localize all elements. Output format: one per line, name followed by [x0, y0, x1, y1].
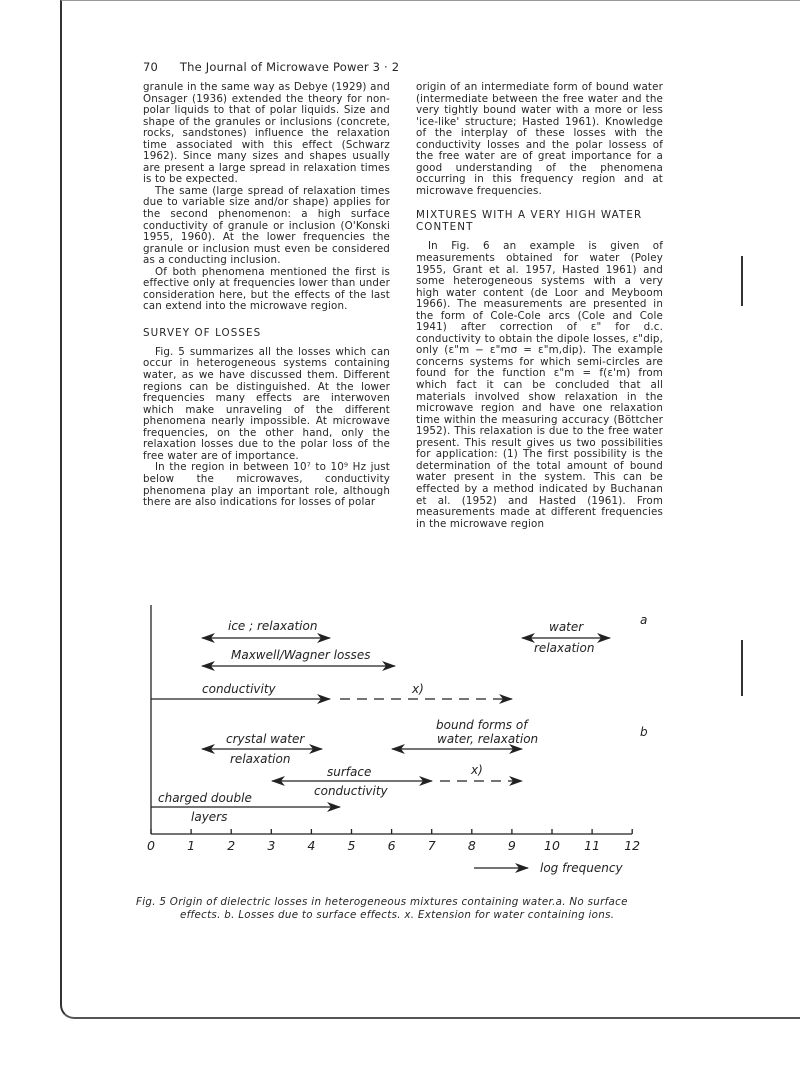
left-column [143, 82, 390, 509]
paragraph: Fig. 5 summarizes all the losses which can occur in heterogeneous systems containing water, as we have discussed them. Different regions can be distinguished. At the lower frequencies many effects are interwoven which make unraveling of the different phenomena nearly impossible. At microwave frequencies, on the other hand, only the relaxation losses due to the polar loss of the free water are of importance. [143, 345, 390, 462]
bound-forms-label: bound forms of [436, 718, 528, 732]
paragraph: In Fig. 6 an example is given of measurements obtained for water (Poley 1955, Grant et al. 1957, Hasted 1961) and some heterogeneous systems with a very high water content (de Loor and Meyboom 1966). The measurements are presented in the form of Cole-Cole arcs (Cole and Cole 1941) after correction of ε" for d.c. conductivity to obtain the dipole losses, ε"dip, only (ε"m − ε"mσ = ε"m,dip). The example concerns systems for which semi-circles are found for the function ε"m = f(ε'm) from which fact it can be concluded that all materials involved show relaxation in the microwave region and have one relaxation time within the measuring accuracy (Böttcher 1952). This relaxation is due to the free water present. This result gives us two possibilities for application: (1) The first possibility is the determination of the total amount of bound water present in the system. This can be effected by a method indicated by Buchanan et al. (1952) and Hasted (1961). From measurements made at different frequencies in the microwave region [416, 240, 663, 530]
maxwell-wagner-label: Maxwell/Wagner losses [231, 648, 371, 662]
water-label: water [549, 620, 584, 634]
surface-label: surface [327, 765, 372, 779]
axis-tick-label: 9 [507, 838, 516, 853]
figure-5 [140, 600, 670, 890]
figure-caption [136, 896, 670, 922]
axis-tick-label: 0 [147, 838, 155, 853]
axis-tick-labels [147, 838, 640, 853]
bound-water-relaxation-label: water, relaxation [437, 732, 539, 746]
running-header [143, 60, 663, 74]
paragraph: The same (large spread of relaxation times due to variable size and/or shape) applies for the second phenomenon: a high surface conductivity of granule or inclusion (O'Konski 1955, 1960). At the lower frequencies the granule or inclusion must even be considered as a conducting inclusion. [143, 184, 390, 267]
panel-a-label: a [640, 613, 648, 627]
conductivity-label: conductivity [202, 682, 276, 696]
axis-tick-label: 10 [544, 838, 560, 853]
layers-label: layers [191, 810, 228, 824]
paragraph: granule in the same way as Debye (1929) and Onsager (1936) extended the theory for non-polar liquids to that of polar liquids. Size and shape of the granules or inclusions (concrete, rocks, sandstones) influence the relaxation time associated with this effect (Schwarz 1962). Since many sizes and shapes usually are present a large spread in relaxation times is to be expected. [143, 81, 390, 186]
axis-tick-label: 2 [227, 838, 236, 853]
charged-double-label: charged double [158, 791, 252, 805]
section-heading: MIXTURES WITH A VERY HIGH WATER CONTENT [416, 209, 643, 234]
axis-tick-label: 1 [187, 838, 196, 853]
extension-mark: x) [471, 763, 483, 777]
axis-tick-label: 5 [347, 838, 356, 853]
axis-tick-label: 4 [307, 838, 316, 853]
caption-line-1: Fig. 5 Origin of dielectric losses in heterogeneous mixtures containing water.a. No surface [136, 896, 628, 908]
caption-line-2: effects. b. Losses due to surface effects. x. Extension for water containing ions. [180, 909, 615, 921]
section-heading: SURVEY OF LOSSES [143, 326, 262, 339]
axis-tick-label: 12 [624, 838, 641, 853]
journal-title: The Journal of Microwave Power 3 · 2 [179, 60, 400, 74]
right-column [416, 82, 663, 530]
surface-conductivity-label: conductivity [314, 784, 388, 798]
ice-relaxation-label: ice ; relaxation [228, 619, 318, 633]
water-relaxation-label: relaxation [534, 641, 595, 655]
axis-tick-label: 11 [584, 838, 601, 853]
axis-ticks [151, 829, 632, 834]
crystal-relaxation-label: relaxation [230, 752, 291, 766]
axis-label: log frequency [540, 861, 623, 875]
extension-mark: x) [412, 682, 424, 696]
margin-mark [741, 256, 743, 306]
paragraph: In the region in between 10⁷ to 10⁹ Hz just below the microwaves, conductivity phenomena play an important role, although there are also indications for losses of polar [143, 461, 390, 509]
paragraph: Of both phenomena mentioned the first is effective only at frequencies lower than under consideration here, but the effects of the last can extend into the microwave region. [143, 265, 390, 313]
paragraph: origin of an intermediate form of bound water (intermediate between the free water and the very tightly bound water with a more or less 'ice-like' structure; Hasted 1961). Knowledge of the interplay of these losses with the conductivity losses and the polar lossess of the free water are of great importance for a good understanding of the phenomena occurring in this frequency region and at microwave frequencies. [416, 81, 663, 197]
axis-tick-label: 7 [427, 838, 436, 853]
axis-tick-label: 6 [387, 838, 396, 853]
crystal-water-label: crystal water [226, 732, 305, 746]
page-number: 70 [143, 60, 159, 74]
figure-diagram [140, 600, 670, 890]
axis-tick-label: 3 [267, 838, 276, 853]
axis-tick-label: 8 [467, 838, 476, 853]
margin-mark [741, 640, 743, 696]
panel-b-label: b [640, 725, 648, 739]
